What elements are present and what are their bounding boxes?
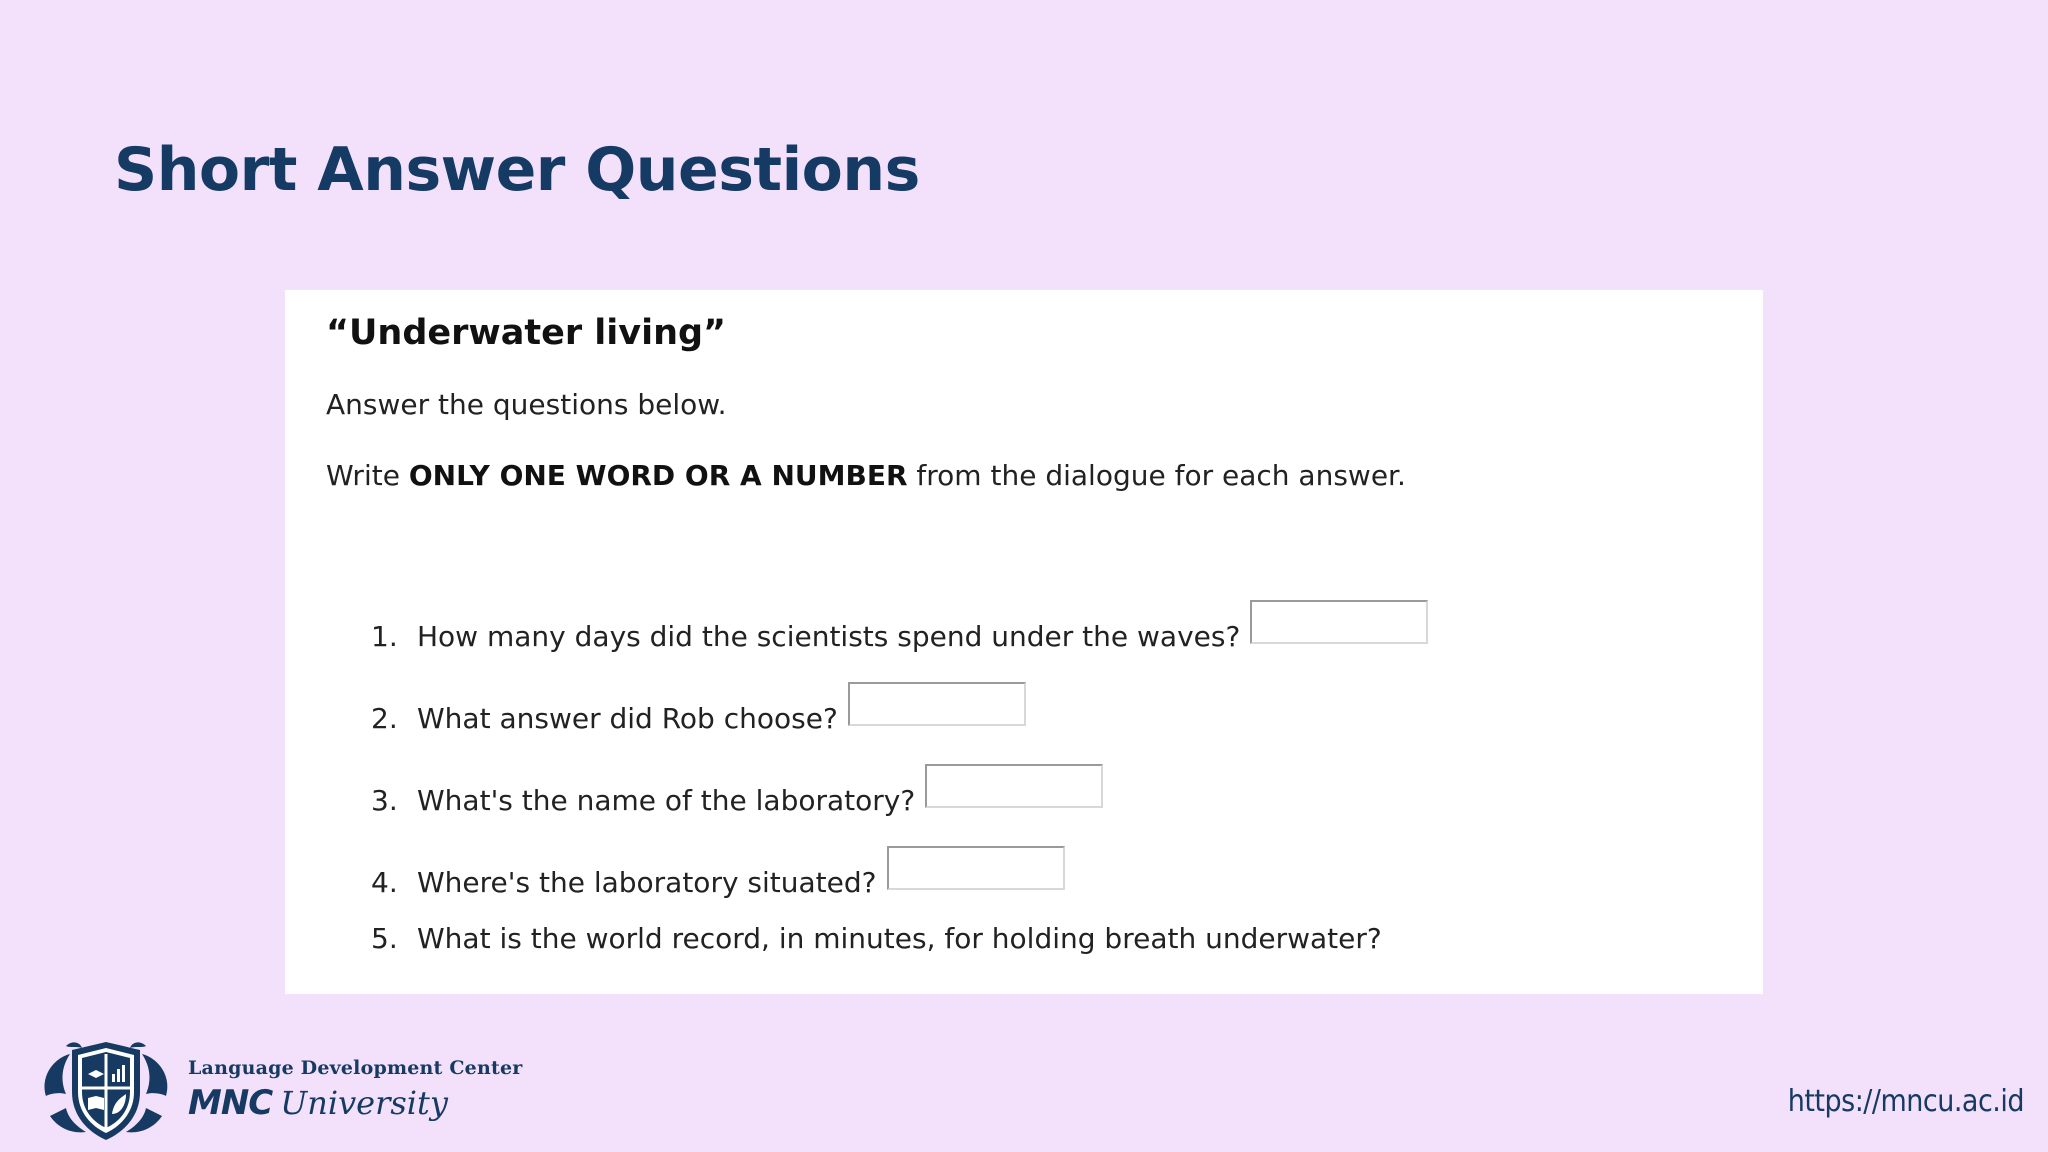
question-text: How many days did the scientists spend under the waves? [417, 620, 1241, 654]
question-number: 2. [371, 702, 398, 736]
worksheet-heading: “Underwater living” [326, 313, 727, 353]
question-number: 5. [371, 922, 398, 955]
question-5 [371, 922, 1382, 956]
footer-url[interactable]: https://mncu.ac.id [1787, 1084, 2024, 1119]
logo-wordmark [188, 1057, 522, 1123]
question-number: 4. [371, 866, 398, 900]
question-1 [371, 600, 1428, 654]
answer-input-2[interactable] [848, 682, 1026, 726]
question-text: What answer did Rob choose? [417, 702, 838, 736]
question-4 [371, 846, 1065, 900]
university-crest-icon [36, 1036, 176, 1144]
answer-input-4[interactable] [887, 846, 1065, 890]
question-text: What is the world record, in minutes, for holding breath underwater? [417, 922, 1382, 955]
question-number: 3. [371, 784, 398, 818]
rule-prefix: Write [326, 459, 409, 492]
question-text: Where's the laboratory situated? [417, 866, 877, 900]
university-logo [36, 1036, 522, 1144]
question-text: What's the name of the laboratory? [417, 784, 916, 818]
slide-title: Short Answer Questions [114, 135, 920, 205]
logo-main-line [188, 1083, 522, 1123]
question-3 [371, 764, 1103, 818]
worksheet-rule [326, 459, 1406, 493]
question-number: 1. [371, 620, 398, 654]
worksheet-card [285, 290, 1763, 994]
worksheet-instruction: Answer the questions below. [326, 388, 727, 421]
logo-brand: MNC [188, 1083, 273, 1123]
question-2 [371, 682, 1026, 736]
logo-subtitle: Language Development Center [188, 1057, 523, 1079]
logo-university: University [280, 1084, 448, 1122]
answer-input-1[interactable] [1250, 600, 1428, 644]
rule-emphasis: ONLY ONE WORD OR A NUMBER [408, 459, 908, 492]
answer-input-3[interactable] [925, 764, 1103, 808]
rule-suffix: from the dialogue for each answer. [907, 459, 1406, 492]
